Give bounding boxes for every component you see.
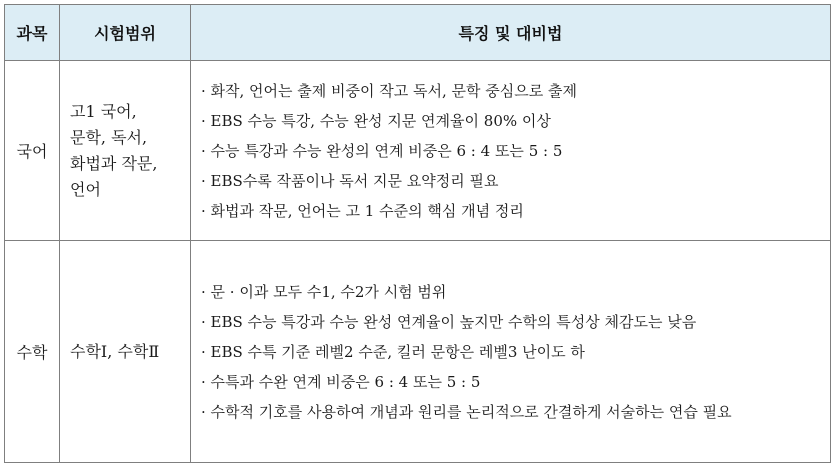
feature-item: · EBS 수특 기준 레벨2 수준, 킬러 문항은 레벨3 난이도 하 bbox=[201, 342, 585, 361]
scope-line: 문학, 독서, bbox=[70, 127, 148, 147]
scope-cell bbox=[60, 61, 191, 241]
scope-line: 화법과 작문, bbox=[70, 153, 158, 173]
scope-cell bbox=[60, 241, 191, 463]
subject-cell: 수학 bbox=[5, 241, 60, 463]
table-row-math bbox=[5, 241, 831, 463]
scope-line: 언어 bbox=[70, 179, 101, 199]
feature-item: · EBS수록 작품이나 독서 지문 요약정리 필요 bbox=[201, 171, 499, 190]
header-scope: 시험범위 bbox=[60, 5, 191, 61]
feature-item: · EBS 수능 특강, 수능 완성 지문 연계율이 80% 이상 bbox=[201, 111, 551, 130]
scope-line: 고1 국어, bbox=[70, 101, 137, 121]
features-cell bbox=[191, 241, 831, 463]
table-header-row bbox=[5, 5, 831, 61]
header-subject: 과목 bbox=[5, 5, 60, 61]
features-cell bbox=[191, 61, 831, 241]
header-features: 특징 및 대비법 bbox=[191, 5, 831, 61]
table-row-korean bbox=[5, 61, 831, 241]
feature-item: · 문 · 이과 모두 수1, 수2가 시험 범위 bbox=[201, 282, 447, 301]
exam-guide-document bbox=[4, 4, 830, 463]
feature-item: · 화법과 작문, 언어는 고 1 수준의 핵심 개념 정리 bbox=[201, 201, 524, 220]
scope-line: 수학Ⅰ, 수학Ⅱ bbox=[70, 341, 160, 361]
feature-item: · 수특과 수완 연계 비중은 6 : 4 또는 5 : 5 bbox=[201, 372, 481, 391]
feature-item: · 화작, 언어는 출제 비중이 작고 독서, 문학 중심으로 출제 bbox=[201, 81, 577, 100]
feature-item: · EBS 수능 특강과 수능 완성 연계율이 높지만 수학의 특성상 체감도는 낮음 bbox=[201, 312, 697, 331]
feature-item: · 수학적 기호를 사용하여 개념과 원리를 논리적으로 간결하게 서술하는 연습 필요 bbox=[201, 402, 732, 421]
exam-guide-table bbox=[4, 4, 831, 463]
feature-item: · 수능 특강과 수능 완성의 연계 비중은 6 : 4 또는 5 : 5 bbox=[201, 141, 563, 160]
subject-cell: 국어 bbox=[5, 61, 60, 241]
